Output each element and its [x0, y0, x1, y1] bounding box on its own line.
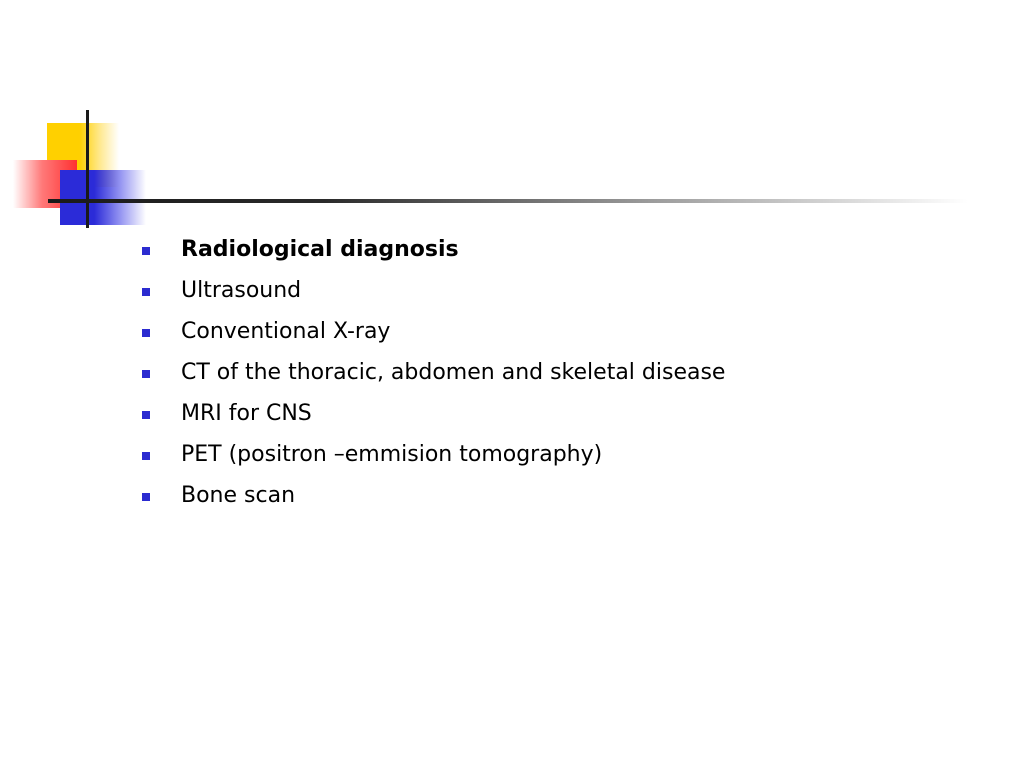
square-bullet-icon — [142, 493, 150, 501]
blue-square-decoration — [60, 170, 146, 225]
bullet-text: PET (positron –emmision tomography) — [181, 442, 603, 467]
square-bullet-icon — [142, 247, 150, 255]
square-bullet-icon — [142, 288, 150, 296]
bullet-text: Ultrasound — [181, 278, 302, 303]
bullet-text: MRI for CNS — [181, 401, 312, 426]
bullet-text: Radiological diagnosis — [181, 237, 459, 262]
list-item — [142, 434, 725, 475]
bullet-text: Conventional X-ray — [181, 319, 391, 344]
list-item — [142, 393, 725, 434]
list-item — [142, 229, 725, 270]
list-item — [142, 475, 725, 516]
bullet-text: CT of the thoracic, abdomen and skeletal disease — [181, 360, 726, 385]
vertical-rule — [86, 110, 89, 228]
square-bullet-icon — [142, 452, 150, 460]
bullet-list — [142, 229, 725, 516]
square-bullet-icon — [142, 370, 150, 378]
list-item — [142, 311, 725, 352]
list-item — [142, 270, 725, 311]
square-bullet-icon — [142, 411, 150, 419]
list-item — [142, 352, 725, 393]
bullet-text: Bone scan — [181, 483, 296, 508]
horizontal-rule — [48, 199, 968, 203]
square-bullet-icon — [142, 329, 150, 337]
